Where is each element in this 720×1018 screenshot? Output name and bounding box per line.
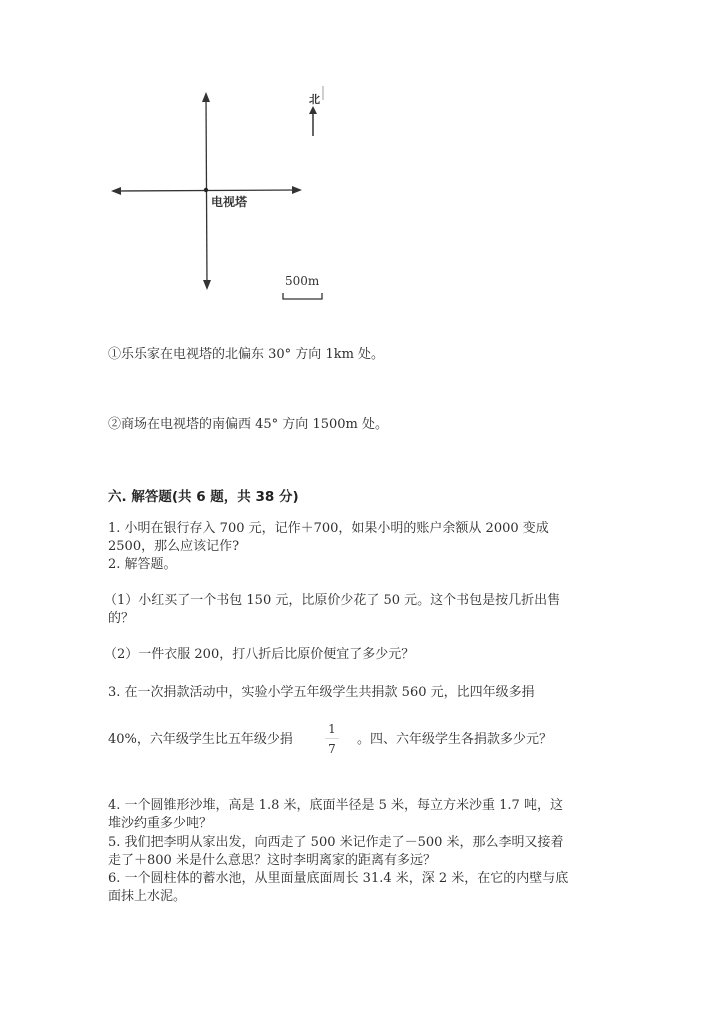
q3-line-2-after: 。四、六年级学生各捐款多少元？ [357,732,553,747]
q3-line-1: 3. 在一次捐款活动中，实验小学五年级学生共捐款 560 元，比四年级多捐 [108,685,535,700]
direction-diagram [100,80,350,310]
q1-line-2: 2500，那么应该记作? [108,539,240,554]
section-heading: 六. 解答题(共 6 题，共 38 分) [108,489,299,505]
q5-line-2: 走了＋800 米是什么意思？这时李明离家的距离有多远？ [108,853,436,868]
q1-line-1: 1. 小明在银行存入 700 元，记作＋700，如果小明的账户余额从 2000 变成 [108,521,549,536]
fraction-denominator: 7 [328,742,336,756]
q3-line-2-before: 40%，六年级学生比五年级少捐 [108,732,293,747]
q2-title: 2. 解答题。 [108,557,177,572]
q2-sub1-line-1: （1）小红买了一个书包 150 元，比原价少花了 50 元。这个书包是按几折出售 [104,593,561,608]
north-label: 北 [309,93,320,106]
tv-tower-label: 电视塔 [211,195,248,209]
q4-line-1: 4. 一个圆锥形沙堆，高是 1.8 米，底面半径是 5 米，每立方米沙重 1.7 吨，这 [108,798,563,813]
fraction-bar [325,738,339,739]
fraction-numerator: 1 [328,722,336,736]
fraction-one-seventh [325,722,339,756]
q6-line-1: 6. 一个圆柱体的蓄水池，从里面量底面周长 31.4 米，深 2 米，在它的内壁与底 [108,871,569,886]
q6-line-2: 面抹上水泥。 [108,889,187,904]
q2-sub1-line-2: 的？ [108,611,135,626]
q5-line-1: 5. 我们把李明从家出发，向西走了 500 米记作走了－500 米，那么李明又接着 [108,835,564,850]
q2-sub2: （2）一件衣服 200，打八折后比原价便宜了多少元？ [104,647,415,662]
scale-label: 500m [285,274,320,288]
task-2-text: ②商场在电视塔的南偏西 45° 方向 1500m 处。 [108,417,388,432]
q4-line-2: 堆沙约重多少吨？ [108,816,213,831]
task-1-text: ①乐乐家在电视塔的北偏东 30° 方向 1km 处。 [108,347,385,362]
